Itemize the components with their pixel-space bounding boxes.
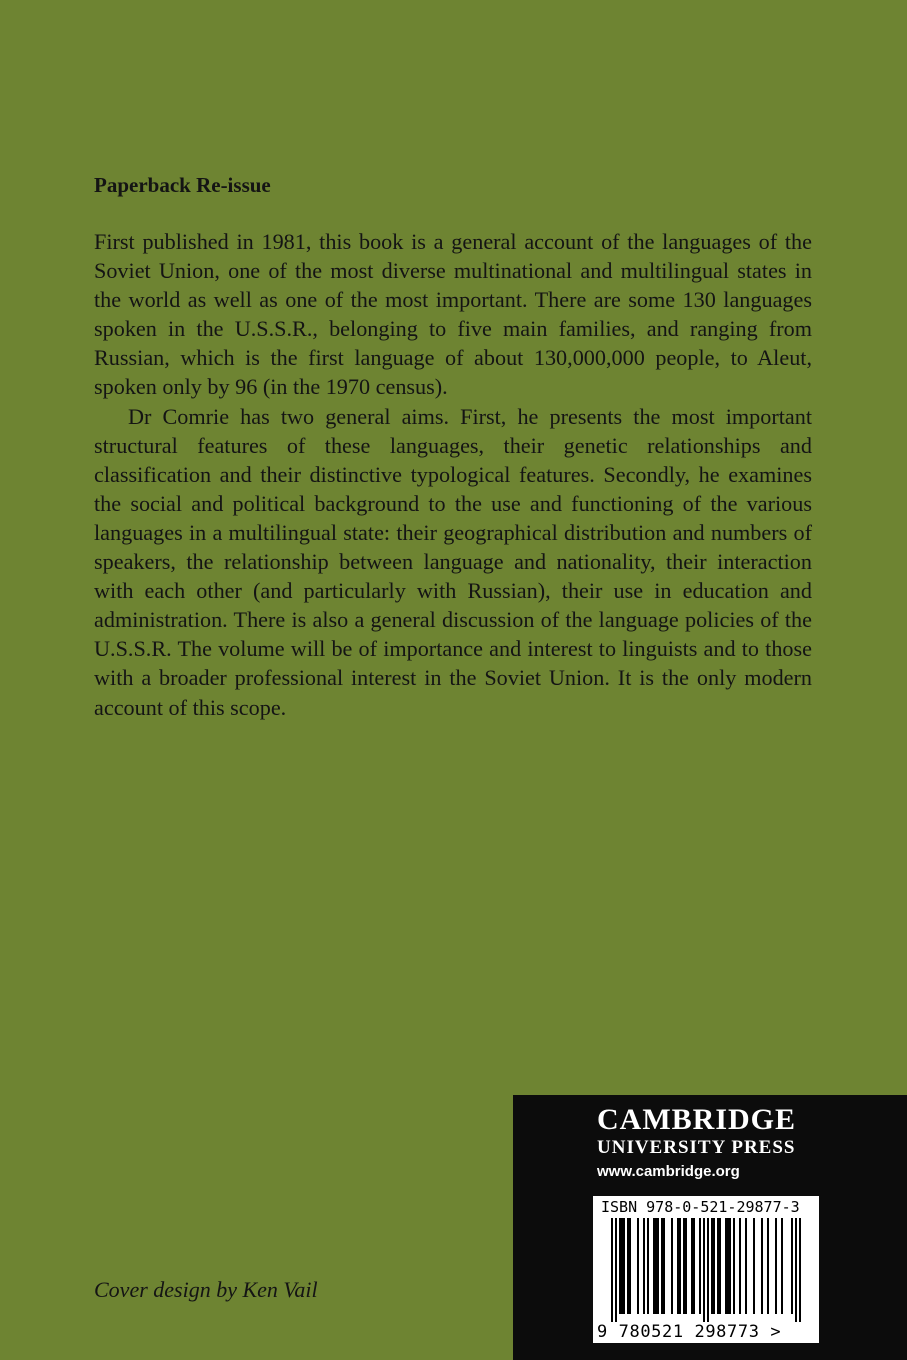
barcode-bar — [657, 1218, 659, 1314]
barcode-bar — [775, 1218, 777, 1314]
barcode-bar — [717, 1218, 719, 1314]
barcode-bar — [739, 1218, 741, 1314]
blurb-paragraph: First published in 1981, this book is a general account of the languages of the Soviet Union, one of the most diverse multinational and multilingual states in the world as well as one of the most important. There are some 130 languages spoken in the U.S.S.R., belonging to five main families, and ranging from Russian, which is the first language of about 130,000,000 people, to Aleut, spoken only by 96 (in the 1970 census). — [94, 229, 812, 400]
barcode-bar — [623, 1218, 625, 1314]
barcode-bar — [637, 1218, 639, 1314]
barcode-bar — [699, 1218, 701, 1314]
barcode-bar — [799, 1218, 801, 1322]
barcode-bar — [679, 1218, 681, 1314]
barcode-bar — [677, 1218, 679, 1314]
barcode-digits: 9 780521 298773 > — [597, 1322, 782, 1342]
barcode-bar — [655, 1218, 657, 1314]
back-cover-heading: Paperback Re-issue — [94, 173, 271, 197]
barcode-bar — [729, 1218, 731, 1314]
barcode-bar — [713, 1218, 715, 1314]
barcode-bar — [691, 1218, 693, 1314]
blurb-paragraph: Dr Comrie has two general aims. First, he presents the most important structural features of these languages, their genetic relationships and classification and their distinctive typological features. Secondly, he examines the social and political background to the use and functioning of the various languages in a multilingual state: their geographical distribution and numbers of speakers, the relationship between language and nationality, their interaction with each other (and particularly with Russian), their use in education and administration. There is also a general discussion of the language policies of the U.S.S.R. The volume will be of importance and interest to linguists and to those with a broader professional interest in the Soviet Union. It is the only modern account of this scope. — [94, 403, 812, 720]
barcode-bar — [685, 1218, 687, 1314]
barcode-bar — [663, 1218, 665, 1314]
barcode-bar — [707, 1218, 709, 1322]
barcode-bar — [683, 1218, 685, 1314]
barcode-bar — [719, 1218, 721, 1314]
publisher-panel — [513, 1095, 907, 1360]
barcode-bar — [781, 1218, 783, 1314]
barcode-bar — [703, 1218, 705, 1322]
barcode-bar — [711, 1218, 713, 1314]
publisher-name: CAMBRIDGE — [597, 1103, 797, 1136]
barcode-bar — [619, 1218, 621, 1314]
barcode-label — [593, 1196, 819, 1343]
barcode-bar — [791, 1218, 793, 1314]
publisher-subtitle: UNIVERSITY PRESS — [597, 1137, 796, 1158]
barcode-bar — [627, 1218, 629, 1314]
isbn-number: ISBN 978-0-521-29877-3 — [601, 1198, 800, 1216]
barcode-bar — [753, 1218, 755, 1314]
barcode-bar — [725, 1218, 727, 1314]
publisher-website: www.cambridge.org — [597, 1163, 740, 1180]
barcode-bar — [621, 1218, 623, 1314]
barcode-bar — [795, 1218, 797, 1322]
barcode-bar — [733, 1218, 735, 1314]
barcode-bar — [629, 1218, 631, 1314]
blurb — [94, 227, 812, 722]
barcode-graphic — [599, 1218, 813, 1322]
barcode-bar — [661, 1218, 663, 1314]
barcode-bar — [647, 1218, 649, 1314]
cover-design-credit: Cover design by Ken Vail — [94, 1277, 318, 1302]
barcode-bar — [671, 1218, 673, 1314]
barcode-bar — [611, 1218, 613, 1322]
barcode-bar — [745, 1218, 747, 1314]
barcode-bar — [693, 1218, 695, 1314]
barcode-bar — [761, 1218, 763, 1314]
barcode-bar — [615, 1218, 617, 1322]
barcode-bar — [727, 1218, 729, 1314]
barcode-bar — [653, 1218, 655, 1314]
barcode-bar — [643, 1218, 645, 1314]
barcode-bar — [767, 1218, 769, 1314]
